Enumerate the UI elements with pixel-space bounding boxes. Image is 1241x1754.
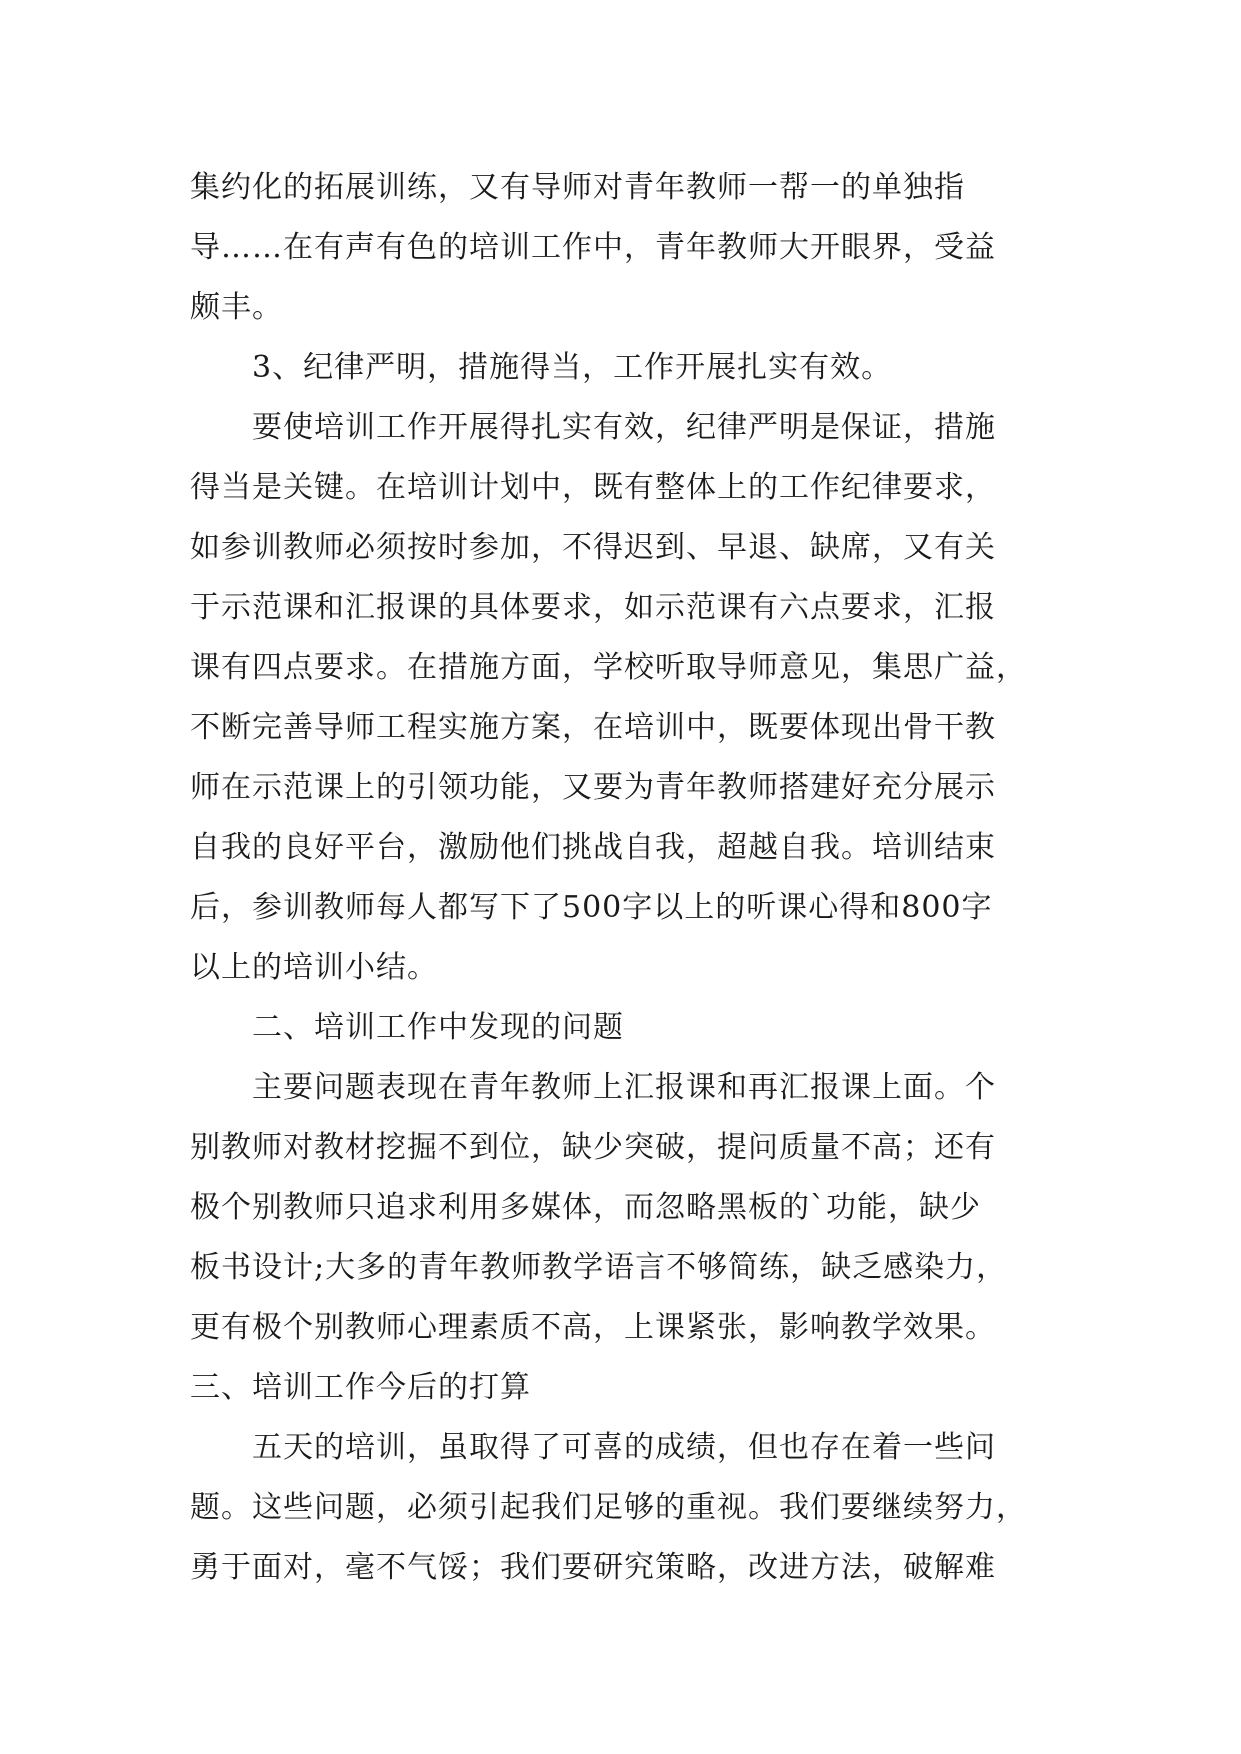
document-body	[190, 158, 1070, 1598]
text-line: 颇丰。	[190, 290, 283, 325]
section-heading-plans: 三、培训工作今后的打算	[190, 1370, 531, 1405]
text-line: 于示范课和汇报课的具体要求，如示范课有六点要求，汇报	[190, 590, 996, 625]
text-line: 勇于面对，毫不气馁；我们要研究策略，改进方法，破解难	[190, 1550, 996, 1585]
text-line: 得当是关键。在培训计划中，既有整体上的工作纪律要求，	[190, 470, 996, 505]
text-line: 五天的培训，虽取得了可喜的成绩，但也存在着一些问	[252, 1430, 996, 1465]
text-line: 自我的良好平台，激励他们挑战自我，超越自我。培训结束	[190, 830, 996, 865]
text-line: 要使培训工作开展得扎实有效，纪律严明是保证，措施	[252, 410, 996, 445]
text-line: 后，参训教师每人都写下了500字以上的听课心得和800字	[190, 890, 993, 925]
text-line: 如参训教师必须按时参加，不得迟到、早退、缺席，又有关	[190, 530, 996, 565]
text-line: 师在示范课上的引领功能，又要为青年教师搭建好充分展示	[190, 770, 996, 805]
text-line: 课有四点要求。在措施方面，学校听取导师意见，集思广益，	[190, 650, 1027, 685]
text-line: 题。这些问题，必须引起我们足够的重视。我们要继续努力，	[190, 1490, 1027, 1525]
text-line: 集约化的拓展训练，又有导师对青年教师一帮一的单独指	[190, 170, 965, 205]
section-heading-problems: 二、培训工作中发现的问题	[252, 1010, 624, 1045]
section-heading-3: 3、纪律严明，措施得当，工作开展扎实有效。	[252, 350, 893, 385]
text-line: 极个别教师只追求利用多媒体，而忽略黑板的`功能，缺少	[190, 1190, 981, 1225]
text-line: 不断完善导师工程实施方案，在培训中，既要体现出骨干教	[190, 710, 996, 745]
text-line: 主要问题表现在青年教师上汇报课和再汇报课上面。个	[252, 1070, 996, 1105]
text-line: 板书设计;大多的青年教师教学语言不够简练，缺乏感染力，	[190, 1250, 1008, 1285]
text-line: 更有极个别教师心理素质不高，上课紧张，影响教学效果。	[190, 1310, 996, 1345]
text-line: 以上的培训小结。	[190, 950, 438, 985]
text-line: 别教师对教材挖掘不到位，缺少突破，提问质量不高；还有	[190, 1130, 996, 1165]
text-line: 导……在有声有色的培训工作中，青年教师大开眼界，受益	[190, 230, 996, 265]
